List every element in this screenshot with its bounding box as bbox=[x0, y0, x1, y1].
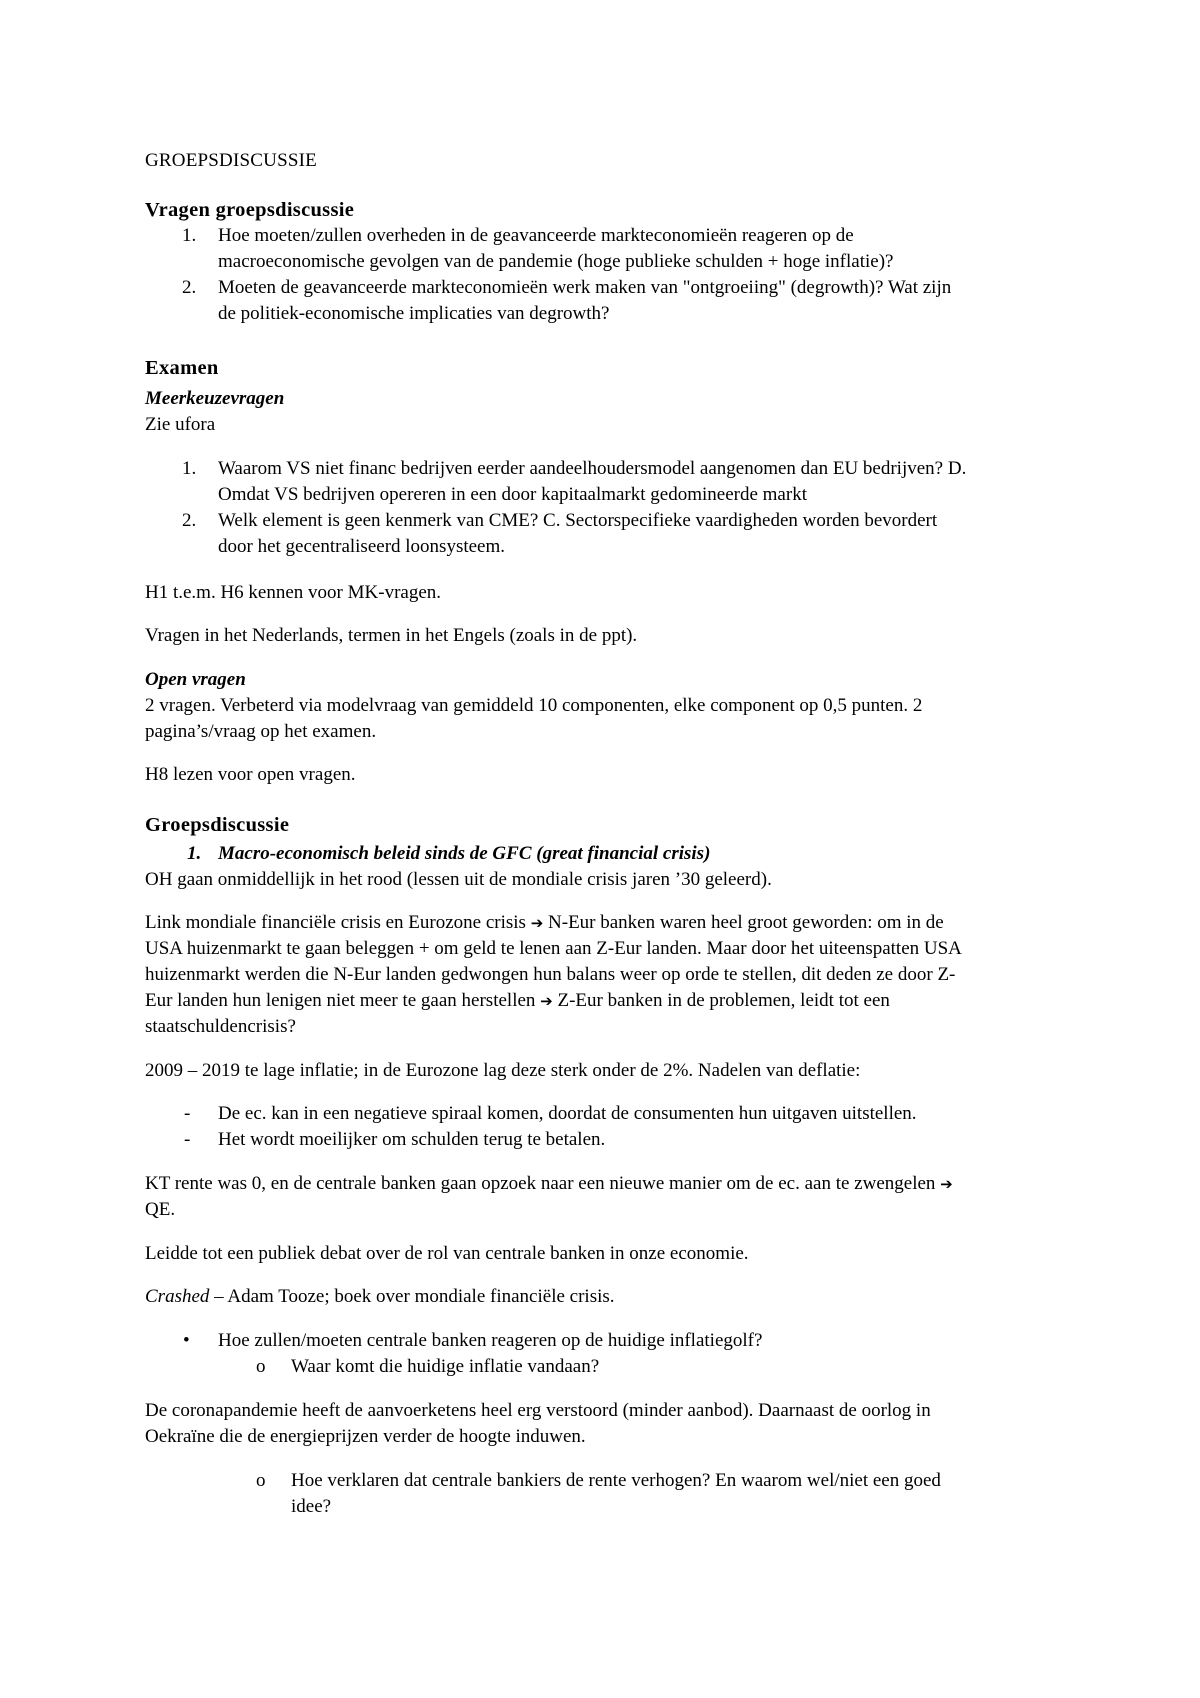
paragraph-line: QE. bbox=[145, 1199, 176, 1220]
list-number: 1. bbox=[182, 458, 197, 479]
paragraph-line: 2 vragen. Verbeterd via modelvraag van gemiddeld 10 componenten, elke component op 0,5 punten. 2 bbox=[145, 695, 923, 716]
list-item bbox=[145, 508, 1075, 560]
subheading-meerkeuzevragen: Meerkeuzevragen bbox=[145, 388, 285, 409]
paragraph: Zie ufora bbox=[145, 414, 216, 435]
list-number: 2. bbox=[182, 277, 197, 298]
list-item bbox=[145, 1328, 1075, 1354]
list-text-line: macroeconomische gevolgen van de pandemie (hoge publieke schulden + hoge inflatie)? bbox=[218, 251, 894, 272]
paragraph: H8 lezen voor open vragen. bbox=[145, 764, 356, 785]
list-text-line: idee? bbox=[291, 1496, 332, 1517]
list-item bbox=[145, 456, 1075, 508]
paragraph-line: pagina’s/vraag op het examen. bbox=[145, 721, 377, 742]
paragraph: H1 t.e.m. H6 kennen voor MK-vragen. bbox=[145, 582, 442, 603]
paragraph-line bbox=[145, 910, 1075, 936]
list-item bbox=[145, 1468, 1075, 1520]
paragraph-line: USA huizenmarkt te gaan beleggen + om geld te lenen aan Z-Eur landen. Maar door het uiteenspatten USA bbox=[145, 938, 962, 959]
list-text-line: Hoe moeten/zullen overheden in de geavanceerde markteconomieën reageren op de bbox=[218, 225, 854, 246]
arrow-right-icon: ➔ bbox=[940, 1175, 953, 1193]
list-item bbox=[145, 1101, 1075, 1127]
list-number: 2. bbox=[182, 510, 197, 531]
paragraph-line bbox=[145, 1171, 1075, 1197]
paragraph: Vragen in het Nederlands, termen in het Engels (zoals in de ppt). bbox=[145, 625, 638, 646]
list-item bbox=[145, 1127, 1075, 1153]
list-text: Waar komt die huidige inflatie vandaan? bbox=[291, 1356, 600, 1377]
heading-examen: Examen bbox=[145, 357, 219, 379]
list-text-line: Welk element is geen kenmerk van CME? C. Sectorspecifieke vaardigheden worden bevordert bbox=[218, 510, 938, 531]
list-text: Hoe zullen/moeten centrale banken reageren op de huidige inflatiegolf? bbox=[218, 1330, 763, 1351]
subheading-open-vragen: Open vragen bbox=[145, 669, 246, 690]
heading-groepsdiscussie: Groepsdiscussie bbox=[145, 814, 290, 836]
list-text-line: Omdat VS bedrijven opereren in een door kapitaalmarkt gedomineerde markt bbox=[218, 484, 807, 505]
arrow-right-icon: ➔ bbox=[540, 992, 553, 1010]
dash-marker: - bbox=[184, 1129, 191, 1150]
list-item bbox=[145, 275, 1075, 327]
paragraph: OH gaan onmiddellijk in het rood (lessen uit de mondiale crisis jaren ’30 geleerd). bbox=[145, 869, 772, 890]
numbered-subheading bbox=[145, 841, 1075, 867]
list-text: De ec. kan in een negatieve spiraal komen, doordat de consumenten hun uitgaven uitstellen. bbox=[218, 1103, 917, 1124]
text-segment: Eur landen hun lenigen niet meer te gaan herstellen bbox=[145, 990, 541, 1011]
paragraph bbox=[145, 1284, 1075, 1310]
list-text-line: door het gecentraliseerd loonsysteem. bbox=[218, 536, 506, 557]
circle-bullet-icon: o bbox=[256, 1470, 266, 1491]
subheading-text: Macro-economisch beleid sinds de GFC (great financial crisis) bbox=[218, 843, 711, 864]
text-segment: – Adam Tooze; boek over mondiale financiële crisis. bbox=[209, 1286, 615, 1307]
document-title: GROEPSDISCUSSIE bbox=[145, 150, 317, 171]
paragraph-line: Oekraïne die de energieprijzen verder de hoogte induwen. bbox=[145, 1426, 586, 1447]
list-text: Het wordt moeilijker om schulden terug te betalen. bbox=[218, 1129, 606, 1150]
dash-marker: - bbox=[184, 1103, 191, 1124]
text-segment: KT rente was 0, en de centrale banken gaan opzoek naar een nieuwe manier om de ec. aan te zwengelen bbox=[145, 1173, 941, 1194]
list-number: 1. bbox=[182, 225, 197, 246]
book-title: Crashed bbox=[145, 1286, 210, 1307]
paragraph-line: De coronapandemie heeft de aanvoerketens heel erg verstoord (minder aanbod). Daarnaast de oorlog in bbox=[145, 1400, 931, 1421]
text-segment: Z-Eur banken in de problemen, leidt tot een bbox=[552, 990, 890, 1011]
list-text-line: Hoe verklaren dat centrale bankiers de rente verhogen? En waarom wel/niet een goed bbox=[291, 1470, 941, 1491]
paragraph-line bbox=[145, 988, 1075, 1014]
list-item bbox=[145, 1354, 1075, 1380]
text-segment: Link mondiale financiële crisis en Eurozone crisis bbox=[145, 912, 531, 933]
paragraph: Leidde tot een publiek debat over de rol van centrale banken in onze economie. bbox=[145, 1243, 749, 1264]
heading-vragen-groepsdiscussie: Vragen groepsdiscussie bbox=[145, 199, 355, 221]
circle-bullet-icon: o bbox=[256, 1356, 266, 1377]
list-text-line: Waarom VS niet financ bedrijven eerder aandeelhoudersmodel aangenomen dan EU bedrijven? D. bbox=[218, 458, 967, 479]
text-segment: N-Eur banken waren heel groot geworden: om in de bbox=[543, 912, 944, 933]
bullet-icon: • bbox=[183, 1330, 190, 1351]
paragraph: 2009 – 2019 te lage inflatie; in de Eurozone lag deze sterk onder de 2%. Nadelen van deflatie: bbox=[145, 1060, 861, 1081]
list-item bbox=[145, 223, 1075, 275]
arrow-right-icon: ➔ bbox=[530, 914, 544, 932]
paragraph-line: staatschuldencrisis? bbox=[145, 1016, 296, 1037]
list-text-line: Moeten de geavanceerde markteconomieën werk maken van "ontgroeiing" (degrowth)? Wat zijn bbox=[218, 277, 952, 298]
list-text-line: de politiek-economische implicaties van degrowth? bbox=[218, 303, 610, 324]
paragraph-line: huizenmarkt werden die N-Eur landen gedwongen hun balans weer op orde te stellen, dit deden ze door Z- bbox=[145, 964, 956, 985]
subheading-number: 1. bbox=[187, 843, 202, 864]
